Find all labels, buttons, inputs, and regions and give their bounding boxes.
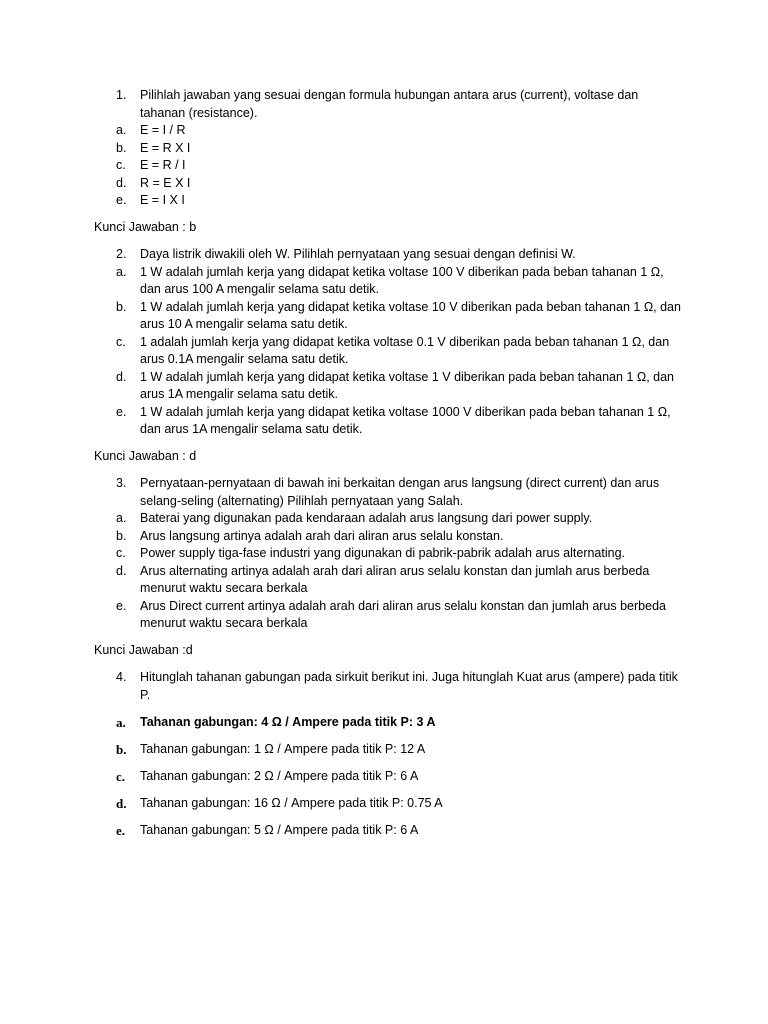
option-letter: b. (116, 528, 127, 543)
option-b (94, 140, 684, 158)
option-c (94, 334, 684, 369)
option-letter: d. (116, 563, 127, 578)
option-text: Tahanan gabungan: 5 Ω / Ampere pada titik P: 6 A (140, 822, 419, 837)
option-list (94, 714, 684, 840)
option-text: Tahanan gabungan: 1 Ω / Ampere pada titik P: 12 A (140, 741, 426, 756)
option-letter: a. (116, 714, 126, 730)
option-text: Power supply tiga-fase industri yang digunakan di pabrik-pabrik adalah arus alternating. (140, 546, 626, 560)
question-text: Pernyataan-pernyataan di bawah ini berkaitan dengan arus langsung (direct current) dan arus selang-seling (alternating) Pilihlah pernyataan yang Salah. (140, 476, 660, 508)
option-letter: b. (116, 299, 127, 314)
option-text: Tahanan gabungan: 16 Ω / Ampere pada titik P: 0.75 A (140, 795, 443, 810)
option-a (94, 264, 684, 299)
option-text: E = I / R (140, 123, 186, 137)
question-2 (94, 246, 684, 465)
option-d (94, 563, 684, 598)
option-d (94, 369, 684, 404)
option-text: 1 W adalah jumlah kerja yang didapat ketika voltase 10 V diberikan pada beban tahanan 1 Ω, dan arus 10 A mengalir selama satu detik. (140, 299, 681, 331)
option-c (94, 768, 684, 786)
option-text: 1 W adalah jumlah kerja yang didapat ketika voltase 1000 V diberikan pada beban tahanan 1 Ω, dan arus 1A mengalir selama satu detik. (140, 404, 671, 436)
option-a (94, 510, 684, 528)
option-text: Baterai yang digunakan pada kendaraan adalah arus langsung dari power supply. (140, 511, 593, 525)
option-a (94, 122, 684, 140)
option-text: 1 adalah jumlah kerja yang didapat ketika voltase 0.1 V diberikan pada beban tahanan 1 Ω, dan arus 0.1A mengalir selama satu detik. (140, 334, 670, 366)
option-text: Tahanan gabungan: 2 Ω / Ampere pada titik P: 6 A (140, 768, 419, 783)
option-text: Arus alternating artinya adalah arah dari aliran arus selalu konstan dan jumlah arus berbeda menurut waktu secara berkala (140, 563, 650, 595)
option-letter: b. (116, 741, 127, 757)
question-text: Hitunglah tahanan gabungan pada sirkuit berikut ini. Juga hitunglah Kuat arus (ampere) pada titik P. (140, 670, 678, 702)
option-text: E = R / I (140, 158, 186, 172)
question-number: 3. (116, 476, 127, 490)
question-number: 2. (116, 247, 127, 261)
option-text: Arus langsung artinya adalah arah dari aliran arus selalu konstan. (140, 528, 504, 543)
answer-key: Kunci Jawaban : b (94, 219, 197, 234)
answer-key: Kunci Jawaban :d (94, 642, 193, 657)
option-letter: e. (116, 193, 127, 207)
option-text: R = E X I (140, 175, 191, 190)
question-number: 1. (116, 88, 127, 102)
answer-key: Kunci Jawaban : d (94, 448, 197, 463)
option-list (94, 264, 684, 439)
question-text: Daya listrik diwakili oleh W. Pilihlah pernyataan yang sesuai dengan definisi W. (140, 247, 576, 261)
option-letter: c. (116, 546, 126, 560)
option-text: E = I X I (140, 193, 185, 207)
option-list (94, 510, 684, 633)
option-a (94, 714, 684, 732)
option-letter: a. (116, 264, 127, 279)
option-b (94, 741, 684, 759)
option-letter: c. (116, 334, 126, 349)
option-text: 1 W adalah jumlah kerja yang didapat ketika voltase 100 V diberikan pada beban tahanan 1 Ω, dan arus 100 A mengalir selama satu detik. (140, 264, 664, 296)
option-d (94, 795, 684, 813)
option-list (94, 122, 684, 210)
option-e (94, 192, 684, 210)
option-text: Arus Direct current artinya adalah arah dari aliran arus selalu konstan dan jumlah arus berbeda menurut waktu secara berkala (140, 598, 666, 630)
option-letter: d. (116, 175, 127, 190)
option-letter: d. (116, 795, 127, 811)
option-e (94, 822, 684, 840)
option-letter: a. (116, 123, 127, 137)
option-e (94, 404, 684, 439)
option-letter: e. (116, 822, 126, 838)
option-letter: c. (116, 768, 126, 784)
option-c (94, 545, 684, 563)
option-text: Tahanan gabungan: 4 Ω / Ampere pada titik P: 3 A (140, 714, 436, 729)
question-3 (94, 475, 684, 659)
question-1 (94, 87, 684, 236)
option-letter: e. (116, 404, 127, 419)
option-b (94, 528, 684, 546)
option-letter: d. (116, 369, 127, 384)
option-d (94, 175, 684, 193)
option-b (94, 299, 684, 334)
option-letter: a. (116, 511, 127, 525)
option-text: E = R X I (140, 140, 191, 155)
option-letter: e. (116, 598, 127, 613)
question-4 (94, 669, 684, 839)
option-e (94, 598, 684, 633)
option-letter: b. (116, 140, 127, 155)
option-letter: c. (116, 158, 126, 172)
option-c (94, 157, 684, 175)
question-text: Pilihlah jawaban yang sesuai dengan formula hubungan antara arus (current), voltase dan tahanan (resistance). (140, 88, 639, 120)
question-number: 4. (116, 670, 127, 684)
document-content (94, 87, 684, 839)
option-text: 1 W adalah jumlah kerja yang didapat ketika voltase 1 V diberikan pada beban tahanan 1 Ω, dan arus 1A mengalir selama satu detik. (140, 369, 675, 401)
